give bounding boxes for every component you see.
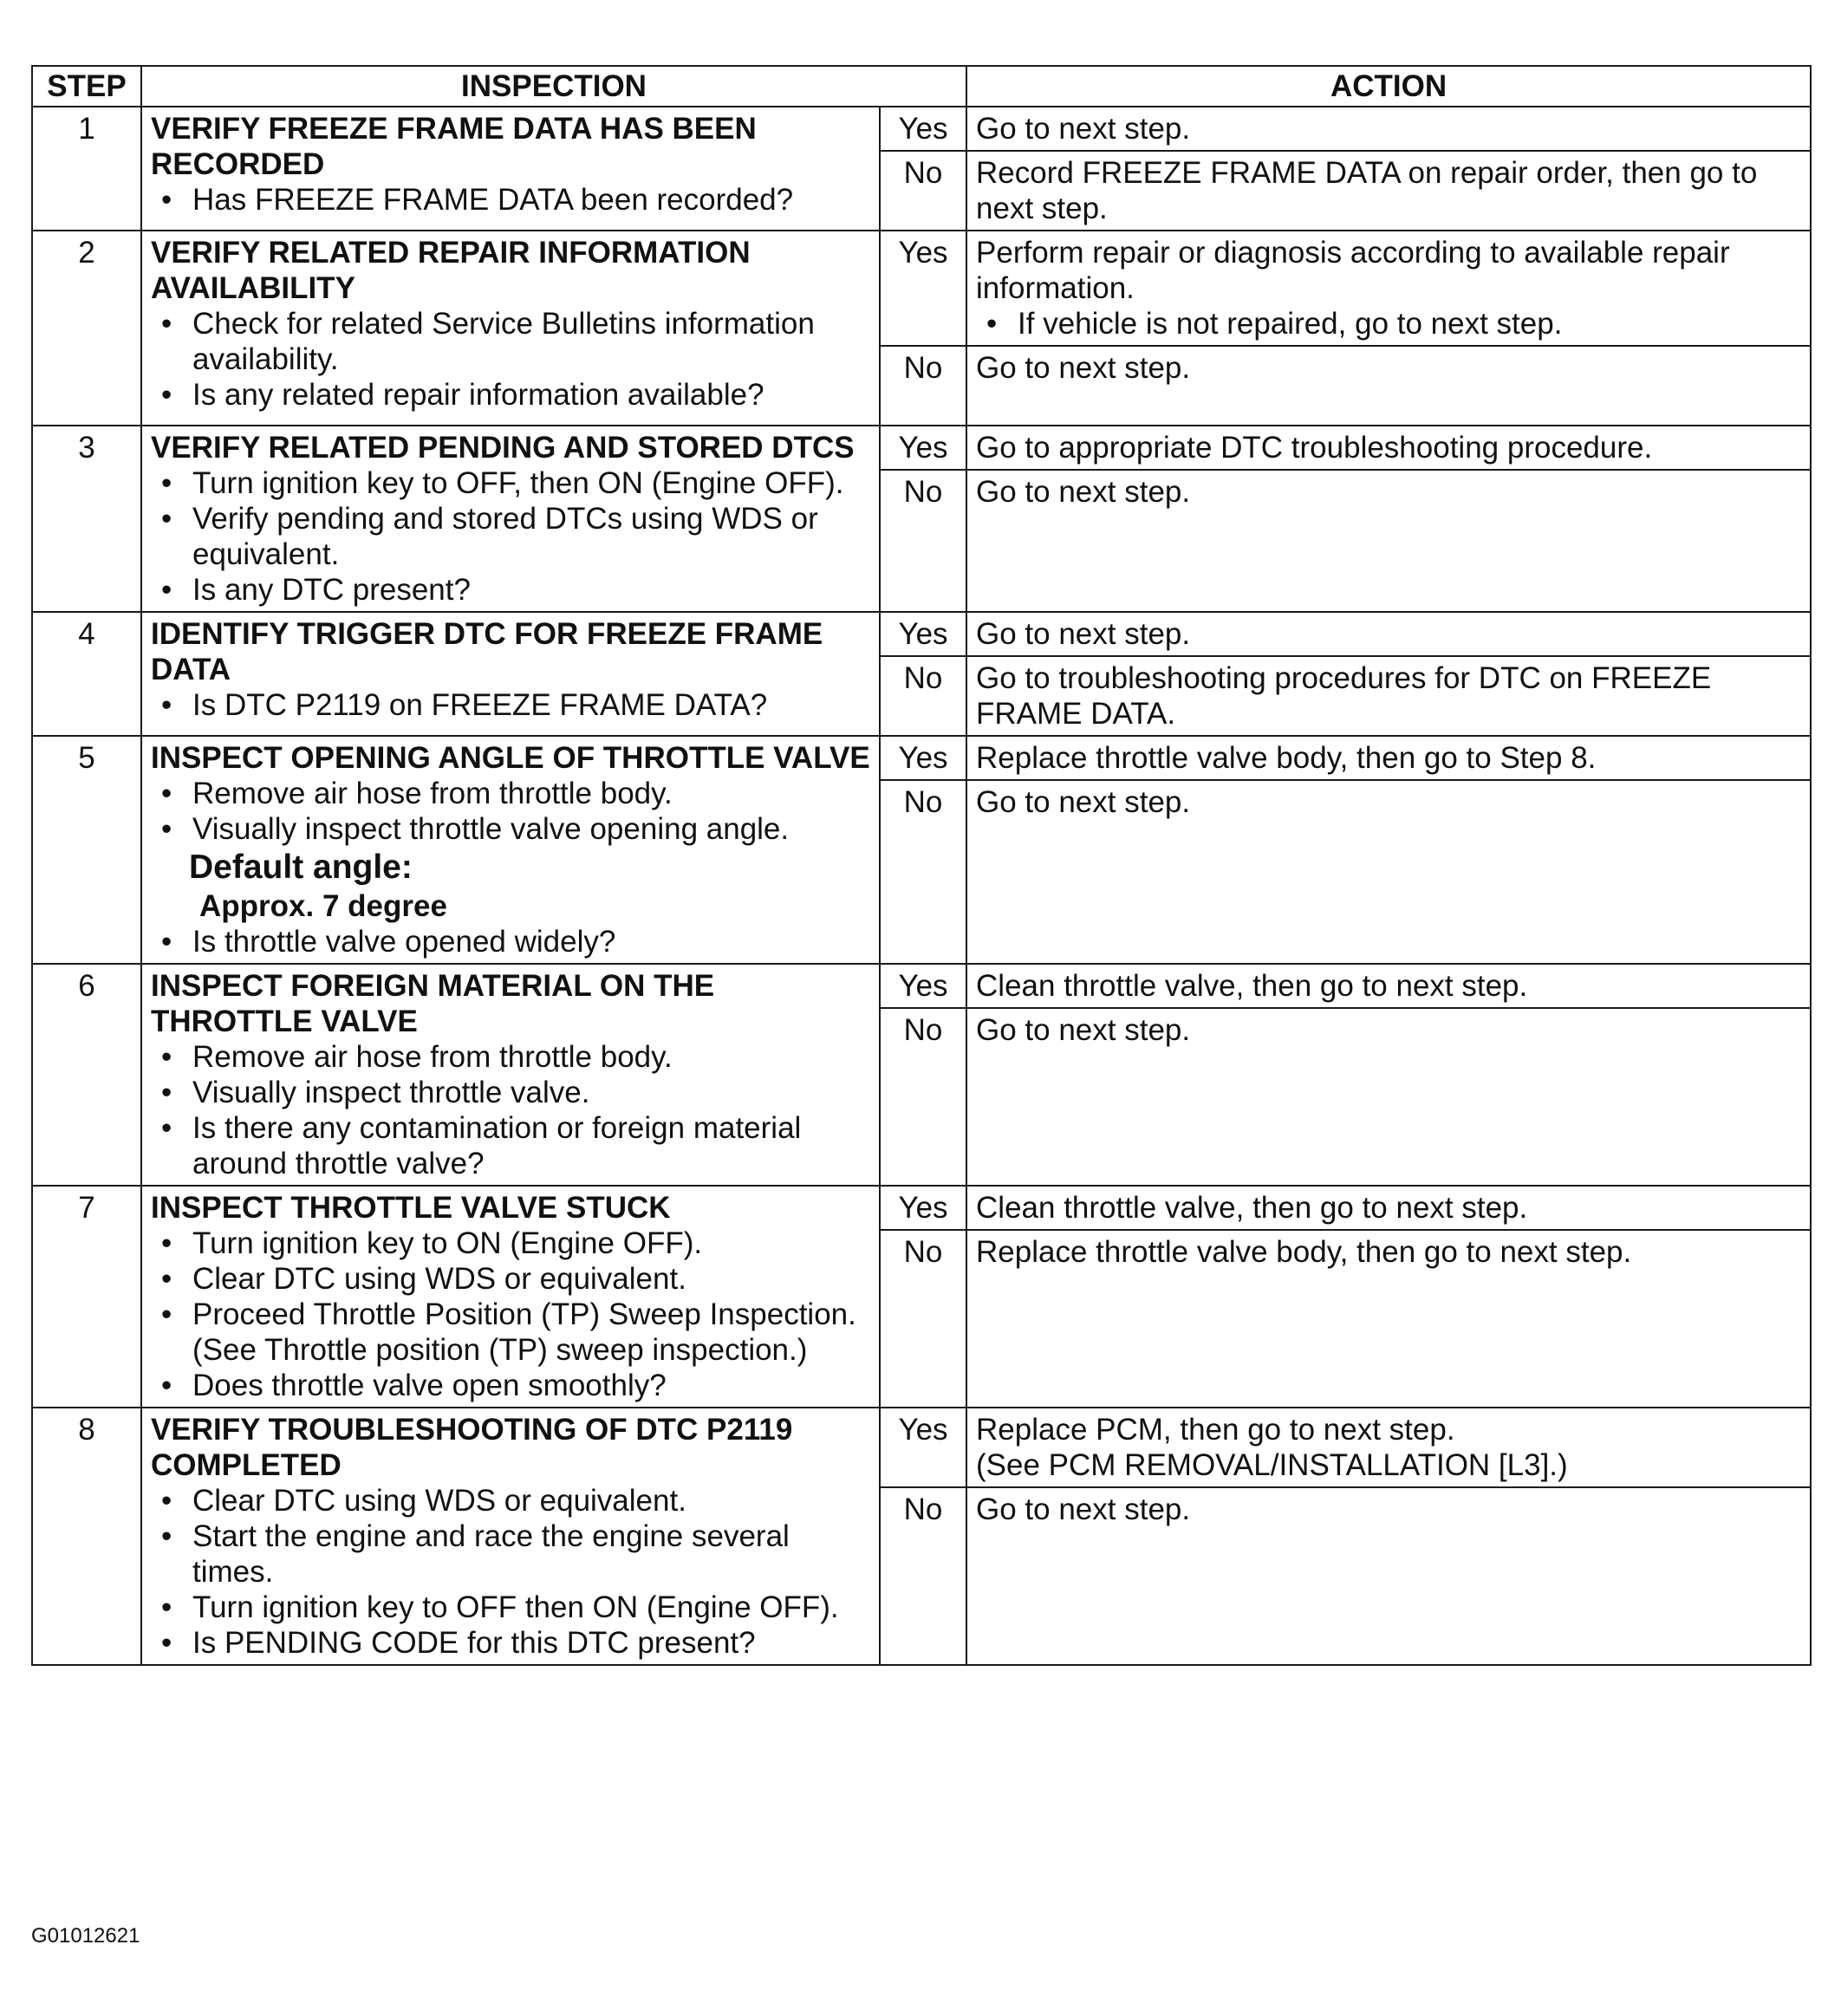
step-1-yes-row <box>32 107 1811 151</box>
inspection-item: • Turn ignition key to OFF then ON (Engine OFF). <box>192 1590 870 1625</box>
inspection-cell <box>141 964 880 1186</box>
inspection-cell <box>141 231 880 426</box>
yes-label: Yes <box>880 964 966 1008</box>
no-label: No <box>880 1230 966 1408</box>
yes-action-note: (See PCM REMOVAL/INSTALLATION [L3].) <box>976 1448 1568 1482</box>
inspection-cell <box>141 1186 880 1408</box>
step-number: 4 <box>32 612 141 736</box>
inspection-item: • Proceed Throttle Position (TP) Sweep Inspection. <box>192 1297 870 1332</box>
step-number: 1 <box>32 107 141 231</box>
no-label: No <box>880 151 966 231</box>
no-label: No <box>880 780 966 964</box>
action-column-header: ACTION <box>966 66 1811 107</box>
yes-label: Yes <box>880 107 966 151</box>
inspection-item: • Turn ignition key to ON (Engine OFF). <box>192 1226 870 1261</box>
inspection-item: • Is any DTC present? <box>192 572 870 608</box>
step-number: 5 <box>32 736 141 964</box>
step-title: VERIFY FREEZE FRAME DATA HAS BEEN RECORDED <box>151 112 757 181</box>
step-number: 8 <box>32 1408 141 1665</box>
step-6-yes-row <box>32 964 1811 1008</box>
step-title: VERIFY RELATED PENDING AND STORED DTCS <box>151 431 855 465</box>
inspection-cell <box>141 612 880 736</box>
step-title: IDENTIFY TRIGGER DTC FOR FREEZE FRAME DATA <box>151 617 823 686</box>
inspection-list <box>151 924 870 959</box>
inspection-list <box>151 1039 870 1181</box>
inspection-cell <box>141 107 880 231</box>
step-4-yes-row <box>32 612 1811 656</box>
yes-action-item: • If vehicle is not repaired, go to next step. <box>1018 306 1801 341</box>
inspection-list <box>151 465 870 608</box>
diagnostic-procedure-table <box>31 65 1812 1666</box>
no-action: Replace throttle valve body, then go to next step. <box>966 1230 1811 1408</box>
inspection-cell <box>141 426 880 612</box>
inspection-item: • Is any related repair information available? <box>192 377 870 413</box>
step-title: VERIFY RELATED REPAIR INFORMATION AVAILABILITY <box>151 236 751 305</box>
no-action: Go to next step. <box>966 1487 1811 1665</box>
step-3-yes-row <box>32 426 1811 470</box>
inspection-list <box>151 1226 870 1332</box>
inspection-item: • Turn ignition key to OFF, then ON (Engine OFF). <box>192 465 870 501</box>
no-label: No <box>880 1487 966 1665</box>
yes-label: Yes <box>880 612 966 656</box>
inspection-item: • Remove air hose from throttle body. <box>192 776 870 811</box>
yes-action: Go to appropriate DTC troubleshooting procedure. <box>966 426 1811 470</box>
no-action: Go to next step. <box>966 1008 1811 1186</box>
step-number: 7 <box>32 1186 141 1408</box>
step-number: 3 <box>32 426 141 612</box>
inspection-item: • Verify pending and stored DTCs using WDS or equivalent. <box>192 501 870 572</box>
yes-label: Yes <box>880 1186 966 1230</box>
inspection-note: (See Throttle position (TP) sweep inspection.) <box>192 1333 808 1367</box>
inspection-item: • Clear DTC using WDS or equivalent. <box>192 1483 870 1519</box>
inspection-list <box>151 776 870 847</box>
table-header-row <box>32 66 1811 107</box>
inspection-item: • Is throttle valve opened widely? <box>192 924 870 959</box>
yes-label: Yes <box>880 426 966 470</box>
inspection-item: • Visually inspect throttle valve. <box>192 1075 870 1110</box>
inspection-item: • Start the engine and race the engine several times. <box>192 1519 870 1590</box>
inspection-item: • Check for related Service Bulletins information availability. <box>192 306 870 377</box>
inspection-item: • Is there any contamination or foreign material around throttle valve? <box>192 1110 870 1181</box>
yes-action: Perform repair or diagnosis according to available repair information. <box>976 236 1730 305</box>
inspection-list <box>151 1483 870 1661</box>
yes-action: Clean throttle valve, then go to next step. <box>966 964 1811 1008</box>
yes-action-cell <box>966 1408 1811 1487</box>
inspection-cell <box>141 1408 880 1665</box>
no-label: No <box>880 1008 966 1186</box>
no-action: Go to next step. <box>966 780 1811 964</box>
step-title: INSPECT FOREIGN MATERIAL ON THE THROTTLE VALVE <box>151 969 715 1038</box>
yes-action-cell <box>966 231 1811 346</box>
inspection-item: • Has FREEZE FRAME DATA been recorded? <box>192 182 870 218</box>
inspection-item: • Is DTC P2119 on FREEZE FRAME DATA? <box>192 687 870 723</box>
inspection-item: • Is PENDING CODE for this DTC present? <box>192 1625 870 1661</box>
no-label: No <box>880 346 966 426</box>
step-number: 2 <box>32 231 141 426</box>
inspection-list <box>151 687 870 723</box>
no-action: Record FREEZE FRAME DATA on repair order, then go to next step. <box>966 151 1811 231</box>
inspection-item: • Remove air hose from throttle body. <box>192 1039 870 1075</box>
yes-label: Yes <box>880 736 966 780</box>
no-label: No <box>880 656 966 736</box>
figure-id: G01012621 <box>31 1924 140 1948</box>
spec-value: Approx. 7 degree <box>199 889 447 923</box>
yes-action: Replace PCM, then go to next step. <box>976 1413 1455 1447</box>
step-7-yes-row <box>32 1186 1811 1230</box>
yes-action: Replace throttle valve body, then go to Step 8. <box>966 736 1811 780</box>
inspection-list <box>151 182 870 218</box>
inspection-item: • Visually inspect throttle valve opening angle. <box>192 811 870 847</box>
yes-action: Go to next step. <box>966 107 1811 151</box>
inspection-cell <box>141 736 880 964</box>
step-title: VERIFY TROUBLESHOOTING OF DTC P2119 COMPLETED <box>151 1413 793 1482</box>
no-action: Go to next step. <box>966 470 1811 612</box>
inspection-list <box>151 306 870 413</box>
no-label: No <box>880 470 966 612</box>
step-title: INSPECT THROTTLE VALVE STUCK <box>151 1191 671 1225</box>
yes-action: Go to next step. <box>966 612 1811 656</box>
inspection-item: • Does throttle valve open smoothly? <box>192 1368 870 1403</box>
step-5-yes-row <box>32 736 1811 780</box>
step-title: INSPECT OPENING ANGLE OF THROTTLE VALVE <box>151 741 870 775</box>
inspection-item: • Clear DTC using WDS or equivalent. <box>192 1261 870 1297</box>
inspection-list <box>151 1368 870 1403</box>
yes-action: Clean throttle valve, then go to next step. <box>966 1186 1811 1230</box>
step-2-yes-row <box>32 231 1811 346</box>
yes-action-list <box>976 306 1801 341</box>
no-action: Go to troubleshooting procedures for DTC on FREEZE FRAME DATA. <box>966 656 1811 736</box>
no-action: Go to next step. <box>966 346 1811 426</box>
step-8-yes-row <box>32 1408 1811 1487</box>
spec-heading: Default angle: <box>189 849 413 886</box>
yes-label: Yes <box>880 1408 966 1487</box>
step-column-header: STEP <box>32 66 141 107</box>
step-number: 6 <box>32 964 141 1186</box>
inspection-column-header: INSPECTION <box>141 66 966 107</box>
yes-label: Yes <box>880 231 966 346</box>
